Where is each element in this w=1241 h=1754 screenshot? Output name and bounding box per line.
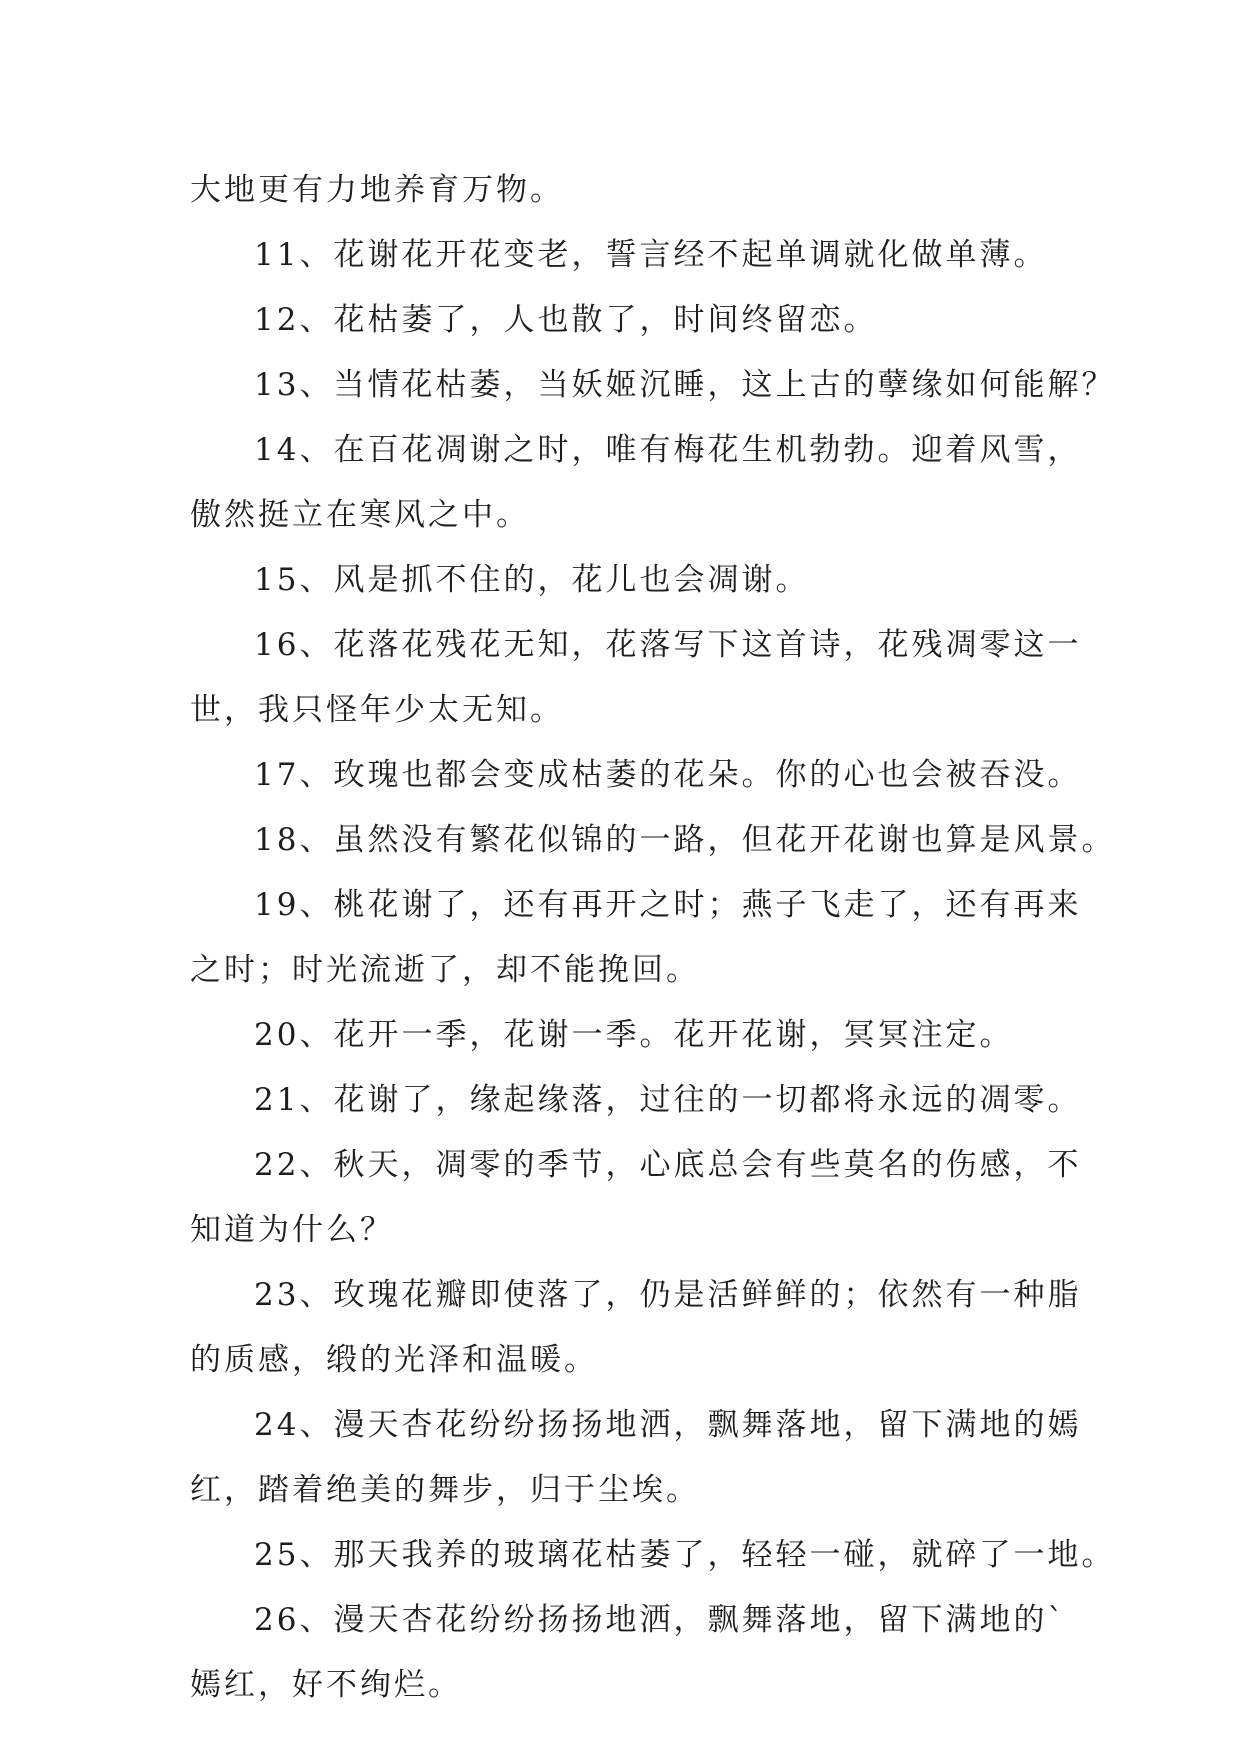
list-item-15: 15、风是抓不住的，花儿也会凋谢。 [254,562,810,598]
document-body [190,158,1116,1718]
list-item-14-continued: 傲然挺立在寒风之中。 [190,497,530,533]
list-item-26-continued: 嫣红，好不绚烂。 [190,1667,462,1703]
list-item-22: 22、秋天，凋零的季节，心底总会有些莫名的伤感，不 [254,1147,1082,1183]
list-item-24: 24、漫天杏花纷纷扬扬地洒，飘舞落地，留下满地的嫣 [254,1407,1082,1443]
paragraph-line-1: 大地更有力地养育万物。 [190,172,564,208]
list-item-26: 26、漫天杏花纷纷扬扬地洒，飘舞落地，留下满地的` [254,1602,1066,1638]
list-item-12: 12、花枯萎了，人也散了，时间终留恋。 [254,302,878,338]
list-item-14: 14、在百花凋谢之时，唯有梅花生机勃勃。迎着风雪， [254,432,1082,468]
list-item-13: 13、当情花枯萎，当妖姬沉睡，这上古的孽缘如何能解？ [254,367,1116,403]
list-item-18: 18、虽然没有繁花似锦的一路，但花开花谢也算是风景。 [254,822,1116,858]
list-item-24-continued: 红，踏着绝美的舞步，归于尘埃。 [190,1472,700,1508]
list-item-19-continued: 之时；时光流逝了，却不能挽回。 [190,952,700,988]
list-item-21: 21、花谢了，缘起缘落，过往的一切都将永远的凋零。 [254,1082,1082,1118]
list-item-16: 16、花落花残花无知，花落写下这首诗，花残凋零这一 [254,627,1082,663]
list-item-16-continued: 世，我只怪年少太无知。 [190,692,564,728]
list-item-23-continued: 的质感，缎的光泽和温暖。 [190,1342,598,1378]
list-item-19: 19、桃花谢了，还有再开之时；燕子飞走了，还有再来 [254,887,1082,923]
list-item-25: 25、那天我养的玻璃花枯萎了，轻轻一碰，就碎了一地。 [254,1537,1116,1573]
list-item-20: 20、花开一季，花谢一季。花开花谢，冥冥注定。 [254,1017,1014,1053]
list-item-23: 23、玫瑰花瓣即使落了，仍是活鲜鲜的；依然有一种脂 [254,1277,1082,1313]
list-item-17: 17、玫瑰也都会变成枯萎的花朵。你的心也会被吞没。 [254,757,1082,793]
list-item-22-continued: 知道为什么？ [190,1212,394,1248]
list-item-11: 11、花谢花开花变老，誓言经不起单调就化做单薄。 [254,237,1048,273]
